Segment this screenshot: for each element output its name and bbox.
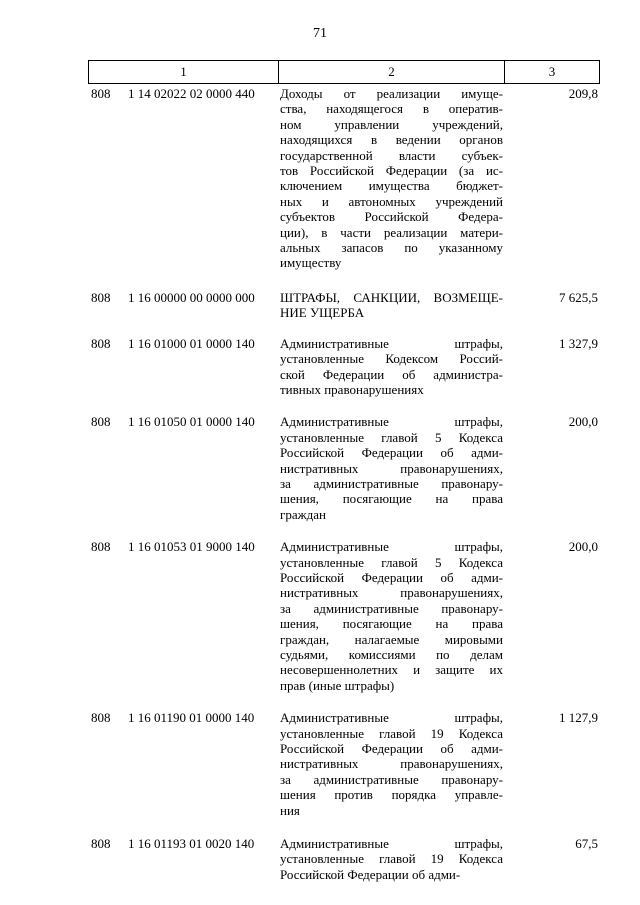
description-line: тивных правонарушениях (280, 381, 424, 397)
amount: 1 327,9 (559, 335, 598, 351)
description-line: ном управлении учреждений, (280, 116, 503, 132)
description-line: Доходы от реализации имуще- (280, 86, 503, 101)
amount: 200,0 (568, 414, 598, 430)
table-row (88, 414, 600, 522)
table-row (88, 710, 600, 818)
amount: 1 127,9 (559, 710, 598, 726)
admin-code: 808 (91, 86, 111, 101)
description-line: установленные главой 19 Кодекса (280, 725, 503, 741)
description-line: установленные главой 19 Кодекса (280, 851, 503, 867)
description-line: ключением имущества бюджет- (280, 178, 503, 194)
income-description (280, 836, 503, 882)
amount: 200,0 (568, 539, 598, 555)
description-line: ных и автономных учреждений (280, 193, 503, 209)
description-line: установленные главой 5 Кодекса (280, 554, 503, 570)
description-line: нистративных правонарушениях, (280, 585, 503, 601)
description-line: ства, находящегося в оператив- (280, 101, 503, 117)
description-line: за административные правонару- (280, 771, 503, 787)
description-line: Административные штрафы, (280, 414, 503, 430)
admin-code: 808 (91, 414, 111, 430)
income-description (280, 414, 503, 522)
description-line: несовершеннолетних и защите их (280, 662, 503, 678)
description-line: судьями, комиссиями по делам (280, 647, 503, 662)
amount: 209,8 (568, 86, 598, 101)
description-line: граждан (280, 506, 326, 522)
description-line: субъектов Российской Федера- (280, 209, 503, 225)
description-line: Российской Федерации об адми- (280, 866, 461, 882)
page-number: 71 (313, 26, 327, 41)
description-line: ния (280, 802, 300, 818)
budget-classification-code: 1 16 01000 01 0000 140 (128, 335, 255, 351)
description-line: установленные главой 5 Кодекса (280, 429, 503, 445)
budget-classification-code: 1 16 00000 00 0000 000 (128, 289, 255, 305)
description-line: Административные штрафы, (280, 539, 503, 555)
income-description (280, 290, 503, 321)
description-line: нистративных правонарушениях, (280, 460, 503, 476)
description-line: НИЕ УЩЕРБА (280, 305, 365, 321)
description-line: нистративных правонарушениях, (280, 756, 503, 772)
header-col-3: 3 (548, 64, 556, 79)
header-col-2: 2 (279, 61, 505, 83)
admin-code: 808 (91, 539, 111, 555)
table-header (88, 60, 600, 84)
description-line: Российской Федерации об адми- (280, 569, 503, 585)
budget-classification-code: 1 16 01190 01 0000 140 (128, 710, 255, 726)
description-line: государственной власти субъек- (280, 147, 503, 163)
table-body (88, 86, 600, 882)
admin-code: 808 (91, 710, 111, 726)
description-line: шения, посягающие на права (280, 491, 503, 507)
description-line: Административные штрафы, (280, 710, 503, 726)
description-line: ШТРАФЫ, САНКЦИИ, ВОЗМЕЩЕ- (280, 289, 503, 305)
description-line: за административные правонару- (280, 475, 503, 491)
budget-classification-code: 1 16 01193 01 0020 140 (128, 836, 255, 852)
income-description (280, 539, 503, 693)
admin-code: 808 (91, 289, 111, 305)
description-line: Административные штрафы, (280, 335, 503, 351)
description-line: тов Российской Федерации (за ис- (280, 163, 503, 179)
amount: 7 625,5 (559, 289, 598, 305)
description-line: находящихся в ведении органов (280, 132, 503, 148)
description-line: шения против порядка управле- (280, 787, 503, 803)
admin-code: 808 (91, 836, 111, 852)
description-line: за административные правонару- (280, 600, 503, 616)
budget-classification-code: 1 14 02022 02 0000 440 (128, 86, 255, 101)
description-line: имуществу (280, 255, 342, 271)
admin-code: 808 (91, 335, 111, 351)
table-row (88, 539, 600, 693)
table-row (88, 836, 600, 882)
table-row (88, 86, 600, 271)
description-line: шения, посягающие на права (280, 616, 503, 632)
description-line: ции), в части реализации матери- (280, 224, 503, 240)
income-description (280, 336, 503, 398)
description-line: установленные Кодексом Россий- (280, 351, 503, 367)
description-line: прав (иные штрафы) (280, 677, 395, 693)
table-row (88, 336, 600, 398)
description-line: альных запасов по указанному (280, 240, 503, 256)
table-row (88, 290, 600, 321)
amount: 67,5 (575, 836, 598, 852)
budget-classification-code: 1 16 01050 01 0000 140 (128, 414, 255, 430)
description-line: Российской Федерации об адми- (280, 445, 503, 461)
description-line: ской Федерации об администра- (280, 366, 503, 382)
description-line: Российской Федерации об адми- (280, 741, 503, 757)
description-line: Административные штрафы, (280, 836, 503, 852)
header-col-1: 1 (89, 61, 279, 83)
income-description (280, 86, 503, 271)
budget-classification-code: 1 16 01053 01 9000 140 (128, 539, 255, 555)
income-description (280, 710, 503, 818)
description-line: граждан, налагаемые мировыми (280, 631, 503, 647)
